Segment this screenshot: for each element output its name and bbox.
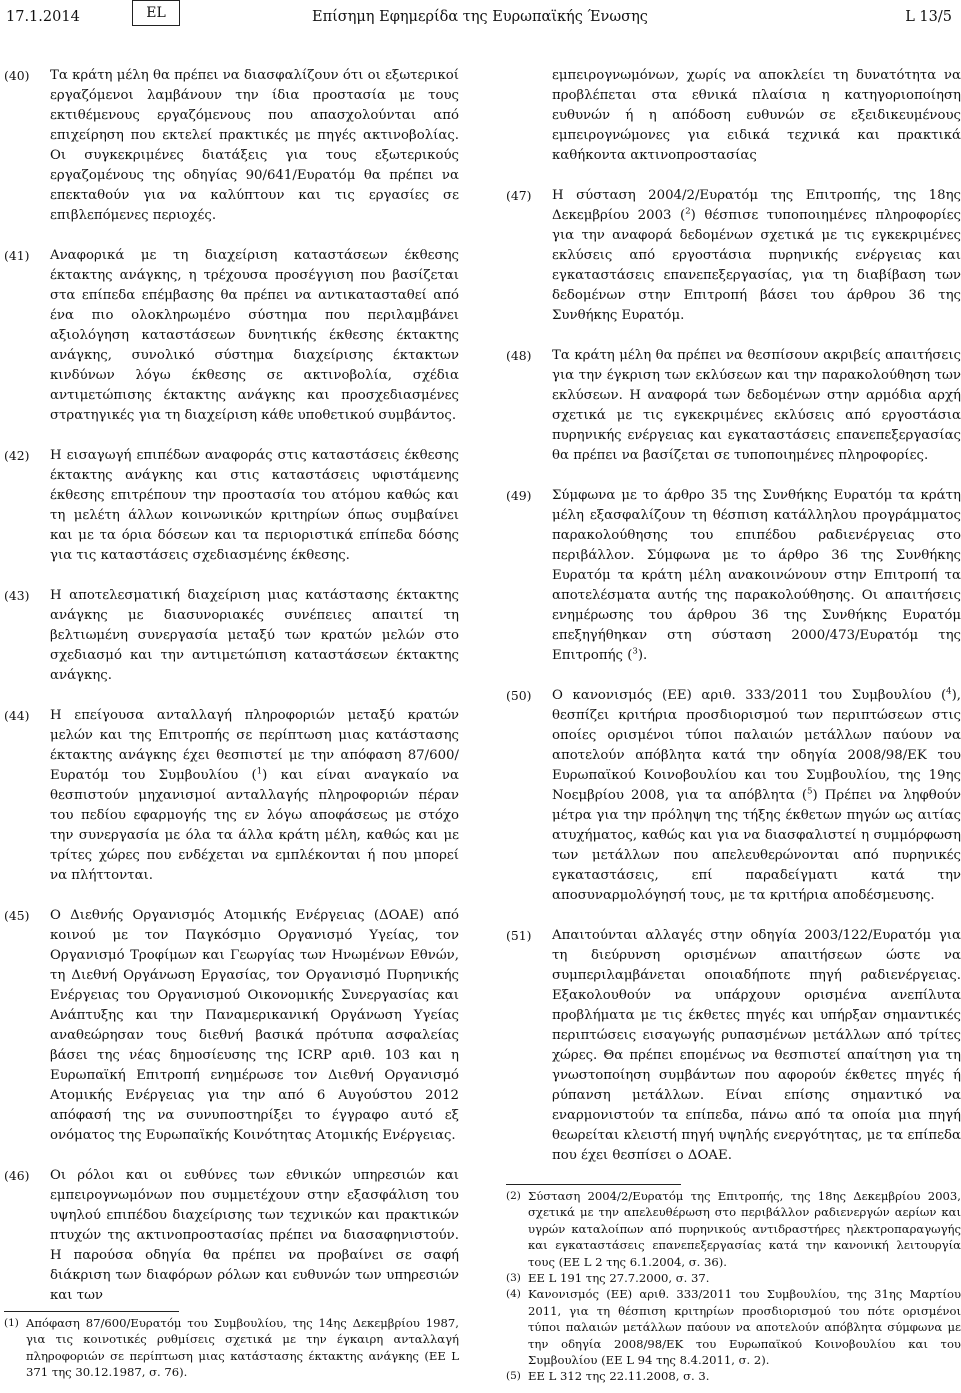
recital-49 (506, 486, 961, 666)
recital-number: (44) (4, 708, 30, 723)
right-column (506, 66, 961, 1385)
footnote-number: (5) (506, 1370, 521, 1383)
recital-text: Οι ρόλοι και οι ευθύνες των εθνικών υπηρεσιών και εμπειρογνωμόνων που συμμετέχουν στην εξασφάλιση του υψηλού επιπέδου διαχείρισης των τεχνικών και πρακτικών πτυχών της ακτινοπροστασίας πρέπει να διασαφηνιστούν. Η παρούσα οδηγία θα πρέπει να προβαίνει σε σαφή διάκριση των διαφόρων ρόλων και ευθυνών των υπηρεσιών και των (50, 1168, 459, 1303)
footnote-5 (506, 1368, 961, 1384)
recital-46-continued (506, 66, 961, 166)
recital-number: (41) (4, 248, 30, 263)
recital-text: Ο Διεθνής Οργανισμός Ατομικής Ενέργειας (ΔΟΑΕ) από κοινού με τον Παγκόσμιο Οργανισμό Υγείας, τον Οργανισμό Τροφίμων και Γεωργίας των Ηνωμένων Εθνών, τη Διεθνή Οργάνωση Εργασίας, τον Οργανισμό Πυρηνικής Ενέργειας του Οργανισμού Οικονομικής Συνεργασίας και Ανάπτυξης και την Παναμερικανική Οργάνωση Υγείας αναθεώρησαν τους διεθνή βασικά πρότυπα ασφαλείας βάσει της νέας δημοσίευσης της ICRP αριθ. 103 και η Ευρωπαϊκή Επιτροπή ενημέρωσε τον Διεθνή Οργανισμό Ατομικής Ενέργειας για την από 6 Αυγούστου 2012 απόφασή της να συνυποστηρίξει το έγγραφο αυτό εξ ονόματος της Ευρωπαϊκής Κοινότητας Ατομικής Ενέργειας. (50, 908, 459, 1143)
footnote-text: Κανονισμός (ΕΕ) αριθ. 333/2011 του Συμβουλίου, της 31ης Μαρτίου 2011, για τη θέσπιση κριτηρίων προσδιορισμού του πότε ορισμένοι τύποι παλαιών μετάλλων παύουν να αποτελούν απόβλητα σύμφωνα με την οδηγία 2008/98/ΕΚ του Ευρωπαϊκού Κοινοβουλίου και του Συμβουλίου (ΕΕ L 94 της 8.4.2011, σ. 2). (528, 1287, 961, 1368)
recital-40 (4, 66, 459, 226)
language-code-box: EL (132, 0, 180, 26)
left-column (4, 66, 459, 1381)
footnote-number: (3) (506, 1272, 521, 1285)
footnote-4 (506, 1286, 961, 1368)
footnote-ref: 1 (256, 766, 263, 777)
recital-48 (506, 346, 961, 466)
recital-text: Η επείγουσα ανταλλαγή πληροφοριών μεταξύ κρατών μελών και της Επιτροπής σε περίπτωση μιας κατάστασης έκτακτης ανάγκης έχει θεσπιστεί με την απόφαση 87/600/Ευρατόμ του Συμβουλίου ($^1$) και είναι αναγκαίο να θεσπιστούν μηχανισμοί ανταλλαγής πληροφοριών πέραν του πεδίου εφαρμογής της εν λόγω αποφάσεως με στόχο την συνεργασία με όλα τα άλλα κράτη μέλη, καθώς και με τρίτες χώρες που ενδέχεται να εμπλέκονται ή που μπορεί να πλήττονται. (50, 708, 459, 883)
recital-47 (506, 186, 961, 326)
footnote-text: Σύσταση 2004/2/Ευρατόμ της Επιτροπής, της 18ης Δεκεμβρίου 2003, σχετικά με την απελευθέρωση στο περιβάλλον ραδιενεργών αερίων και υγρών καταλοίπων από πυρηνικούς αντιδραστήρες ηλεκτροπαραγωγής και εγκαταστάσεις επανεπεξεργασίας κατά την κανονική λειτουργία τους (ΕΕ L 2 της 6.1.2004, σ. 36). (528, 1189, 961, 1269)
footnote-1 (4, 1315, 459, 1381)
footnote-ref: 4 (946, 686, 952, 697)
recital-number: (42) (4, 448, 30, 463)
page-number: L 13/5 (905, 9, 952, 25)
recital-number: (49) (506, 488, 532, 503)
recital-44 (4, 706, 459, 886)
footnote-text: Απόφαση 87/600/Ευρατόμ του Συμβουλίου, της 14ης Δεκεμβρίου 1987, για τις κοινοτικές ρυθμίσεις σχετικά με την έγκαιρη ανταλλαγή πληροφοριών σε περίπτωση μιας κατάστασης έκτακτης ανάγκης (ΕΕ L 371 της 30.12.1987, σ. 76). (26, 1316, 459, 1380)
recital-text: Σύμφωνα με το άρθρο 35 της Συνθήκης Ευρατόμ τα κράτη μέλη εξασφαλίζουν τη θέσπιση κατάλληλου προγράμματος παρακολούθησης του επιπέδου ραδιενέργειας στο περιβάλλον. Σύμφωνα με το άρθρο 36 της Συνθήκης Ευρατόμ τα κράτη μέλη ανακοινώνουν στην Επιτροπή τα αποτελέσματα αυτής της παρακολούθησης. Οι απαιτήσεις ενημέρωσης του άρθρου 36 της Συνθήκης Ευρατόμ επεξηγήθηκαν στη σύσταση 2000/473/Ευρατόμ της Επιτροπής ($^3$). (552, 488, 961, 663)
recital-46 (4, 1166, 459, 1306)
recital-45 (4, 906, 459, 1146)
recital-text: Απαιτούνται αλλαγές στην οδηγία 2003/122/Ευρατόμ για τη διεύρυνση ορισμένων απαιτήσεων ώστε να συμπεριλαμβάνεται οποιαδήποτε πηγή ραδιενέργειας. Εξακολουθούν να υπάρχουν ορισμένα ανεπίλυτα προβλήματα με τις έκθετες πηγές και υπήρξαν σημαντικές περιπτώσεις εισαγωγής ρυπασμένων μετάλλων από τρίτες χώρες. Θα πρέπει επομένως να θεσπιστεί απαίτηση για τη γνωστοποίηση συμβάντων που αφορούν έκθετες πηγές ή ρύπανση μετάλλων. Είναι επίσης σημαντικό να εναρμονιστούν τα επίπεδα, πάνω από τα οποία μια πηγή θεωρείται κλειστή πηγή υψηλής ενεργότητας, με τα επίπεδα που έχει θεσπίσει ο ΔΟΑΕ. (552, 928, 961, 1163)
footnote-number: (4) (506, 1288, 521, 1301)
recital-51 (506, 926, 961, 1166)
recital-text: εμπειρογνωμόνων, χωρίς να αποκλείει τη δυνατότητα να προβλέπεται στα εθνικά πλαίσια η κατηγοριοποίηση ευθυνών ή η απόδοση ευθυνών σε εξειδικευμένους εμπειρογνώμονες για ειδικά τεχνικά και πρακτικά καθήκοντα ακτινοπροστασίας (552, 68, 961, 163)
recital-50 (506, 686, 961, 906)
footnote-separator (4, 1311, 179, 1312)
footnote-3 (506, 1270, 961, 1286)
recital-number: (48) (506, 348, 532, 363)
recital-41 (4, 246, 459, 426)
footnote-2 (506, 1188, 961, 1270)
footnote-text: ΕΕ L 191 της 27.7.2000, σ. 37. (528, 1271, 710, 1286)
footnote-number: (1) (4, 1317, 19, 1329)
recital-text: Η σύσταση 2004/2/Ευρατόμ της Επιτροπής, της 18ης Δεκεμβρίου 2003 ($^2$) θέσπισε τυποποιημένες πληροφορίες για την αναφορά δεδομένων σχετικά με τις εγκεκριμένες εκλύσεις από εργοστάσια πυρηνικής ενέργειας και εγκαταστάσεις επανεπεξεργασίας, για τη διαβίβαση των δεδομένων στην Επιτροπή βάσει του άρθρου 36 της Συνθήκης Ευρατόμ. (552, 188, 961, 323)
recital-number: (46) (4, 1168, 30, 1183)
recital-42 (4, 446, 459, 566)
recital-number: (43) (4, 588, 30, 603)
footnote-ref: 2 (685, 206, 691, 217)
footnote-number: (2) (506, 1190, 521, 1202)
header-date: 17.1.2014 (6, 9, 80, 25)
footnote-ref: 3 (632, 646, 638, 657)
footnote-separator (506, 1184, 681, 1185)
recital-text: Τα κράτη μέλη θα πρέπει να διασφαλίζουν ότι οι εξωτερικοί εργαζόμενοι λαμβάνουν την ίδια προστασία με τους εκτιθέμενους εργαζόμενους που απασχολούνται από επιχείρηση που εκτελεί πρακτικές με πηγές ακτινοβολίας. Οι συγκεκριμένες διατάξεις για τους εξωτερικούς εργαζομένους της οδηγίας 90/641/Ευρατόμ θα πρέπει να επεκταθούν για να καλύπτουν και τις εργασίες σε επιβλεπόμενες περιοχές. (50, 68, 459, 223)
footnote-text: ΕΕ L 312 της 22.11.2008, σ. 3. (528, 1369, 710, 1384)
recital-text: Τα κράτη μέλη θα πρέπει να θεσπίσουν ακριβείς απαιτήσεις για την έγκριση των εκλύσεων και την παρακολούθηση των εκλύσεων. Η αναφορά των δεδομένων στην αρμόδια αρχή σχετικά με τις εγκεκριμένες εκλύσεις από εργοστάσια πυρηνικής ενέργειας και εγκαταστάσεις επανεπεξεργασίας θα πρέπει να βασίζεται σε τυποποιημένες πληροφορίες. (552, 348, 961, 463)
page-header (0, 0, 960, 34)
recital-text: Η αποτελεσματική διαχείριση μιας κατάστασης έκτακτης ανάγκης με διασυνοριακές συνέπειες απαιτεί τη βελτιωμένη συνεργασία μεταξύ των κρατών μελών στο σχεδιασμό και την αντιμετώπιση καταστάσεων έκτακτης ανάγκης. (50, 588, 459, 683)
recital-number: (45) (4, 908, 30, 923)
journal-title: Επίσημη Εφημερίδα της Ευρωπαϊκής Ένωσης (312, 9, 648, 25)
recital-number: (47) (506, 188, 532, 203)
recital-text: Αναφορικά με τη διαχείριση καταστάσεων έκθεσης έκτακτης ανάγκης, η τρέχουσα προσέγγιση που βασίζεται στα επίπεδα επέμβασης θα πρέπει να αντικατασταθεί από ένα πιο ολοκληρωμένο σύστημα που περιλαμβάνει αξιολόγηση καταστάσεων δυνητικής έκθεσης έκτακτης ανάγκης, συνολικό σύστημα διαχείρισης έκτακτων κινδύνων λόγω έκθεσης σε ακτινοβολία, σχέδια αντιμετώπισης έκτακτης ανάγκης και προσχεδιασμένες στρατηγικές για τη διαχείριση κάθε υποθετικού συμβάντος. (50, 248, 459, 423)
recital-text: Ο κανονισμός (ΕΕ) αριθ. 333/2011 του Συμβουλίου ($^4$), θεσπίζει κριτήρια προσδιορισμού των περιπτώσεων στις οποίες ορισμένοι τύποι παλαιών μετάλλων παύουν να αποτελούν απόβλητα κατά την οδηγία 2008/98/ΕΚ του Ευρωπαϊκού Κοινοβουλίου και του Συμβουλίου, της 19ης Νοεμβρίου 2008, για τα απόβλητα ($^5$) Πρέπει να ληφθούν μέτρα για την πρόληψη της τήξης έκθετων πηγών ως αιτίας ατυχήματος, καθώς και για να διασφαλιστεί η συμμόρφωση των μετάλλων που απελευθερώνονται από πυρηνικές εγκαταστάσεις, επί παραδείγματι κατά την αποσυναρμολόγησή τους, με τα κριτήρια αποδέσμευσης. (552, 686, 961, 903)
recital-number: (51) (506, 928, 532, 943)
recital-text: Η εισαγωγή επιπέδων αναφοράς στις καταστάσεις έκθεσης έκτακτης ανάγκης και στις καταστάσεις υφιστάμενης έκθεσης επιτρέπουν την προστασία του ατόμου καθώς και τη μελέτη άλλων κοινωνικών κριτηρίων όπως συμβαίνει και με τα όρια δόσεων και τα περιοριστικά επίπεδα δόσης για τις καταστάσεις σχεδιασμένης έκθεσης. (50, 448, 459, 563)
recital-number: (50) (506, 688, 532, 703)
recital-number: (40) (4, 68, 30, 83)
footnote-ref: 5 (807, 786, 813, 797)
recital-43 (4, 586, 459, 686)
